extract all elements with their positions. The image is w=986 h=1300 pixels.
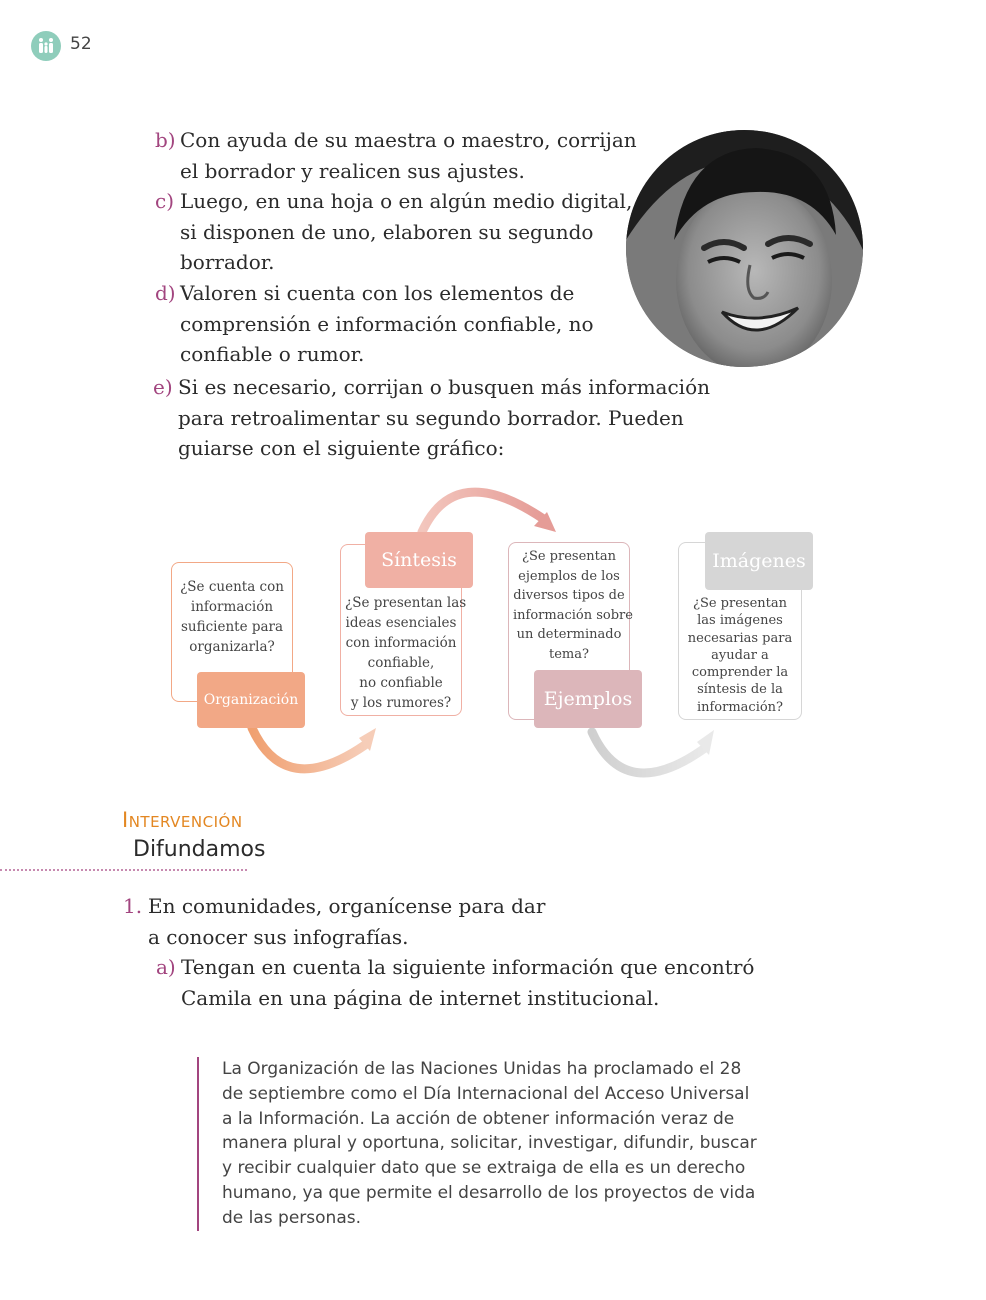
list-item-a [156,952,755,1013]
quote-line: a la Información. La acción de obtener información veraz de [222,1108,735,1129]
item-letter: a) [156,955,176,979]
quote-line: La Organización de las Naciones Unidas ha proclamado el 28 [222,1059,742,1079]
quote-bar [197,1057,199,1231]
list-item-c [155,186,633,278]
list-item-e [153,372,710,464]
label-ejemplos: Ejemplos [534,670,642,728]
item-letter: c) [155,189,175,213]
list-item-1 [123,891,546,952]
quote-line: de septiembre como el Día Internacional del Acceso Universal [222,1083,750,1104]
item-line: borrador. [180,250,275,274]
box-text-line: síntesis de la [697,682,783,698]
item-line: guiarse con el siguiente gráfico: [178,436,505,460]
item-letter: e) [153,375,173,399]
box-text-line: ¿Se presentan las [345,595,467,611]
item-line: Luego, en una hoja o en algún medio digital, [180,189,633,213]
box-text-line: ideas esenciales [345,615,457,631]
quote-block [222,1057,757,1231]
box-text-line: información sobre [513,607,633,623]
box-text-line: las imágenes [697,613,783,629]
quote-line: humano, ya que permite el desarrollo de los proyectos de vida [222,1182,756,1203]
item-line: Camila en una página de internet institucional. [181,985,660,1010]
item-line: Con ayuda de su maestra o maestro, corrijan [180,128,637,152]
arrow-ejemplos-imagenes [592,732,705,773]
box-text-line: ejemplos de los [518,568,620,584]
item-line: el borrador y realicen sus ajustes. [180,158,525,183]
quote-line: de las personas. [222,1207,362,1228]
box-text-line: con información [345,635,457,651]
box-text-line: no confiable [359,675,443,691]
box-text-line: ayudar a [711,647,769,663]
box-text-line: confiable, [367,655,435,671]
box-text-line: ¿Se cuenta con [180,579,284,595]
section-divider [0,869,247,871]
label-imagenes: Imágenes [705,532,813,590]
box-text-line: información [190,599,274,615]
box-text-line: y los rumores? [350,695,452,711]
quote-line: manera plural y oportuna, solicitar, investigar, difundir, buscar [222,1133,757,1154]
smiling-boy-illustration [626,130,863,367]
item-line: confiable o rumor. [180,342,365,366]
label-sintesis: Síntesis [365,532,473,588]
arrow-sintesis-ejemplos [422,492,542,532]
list-item-d [155,278,594,370]
student-portrait [626,130,863,367]
item-line: si disponen de uno, elaboren su segundo [180,219,594,244]
item-line: Tengan en cuenta la siguiente información que encontró [181,955,755,979]
section-title: Difundamos [133,837,266,862]
box-text-line: ¿Se presentan [521,549,616,564]
item-line: a conocer sus infografías. [148,924,409,949]
box-text-line: suficiente para [180,619,284,635]
item-letter: d) [155,281,176,305]
item-line: comprensión e información confiable, no [180,311,594,336]
arrow-organizacion-sintesis [252,728,365,769]
item-line: Valoren si cuenta con los elementos de [180,281,575,305]
page-badge [31,31,61,61]
item-line: Si es necesario, corrijan o busquen más información [178,375,710,399]
box-text-line: comprender la [691,665,789,681]
item-line: En comunidades, organícense para dar [148,894,546,918]
quote-line: y recibir cualquier dato que se extraiga de ella es un derecho [222,1158,746,1179]
box-text-line: diversos tipos de [513,588,625,603]
label-organizacion: Organización [197,672,305,728]
box-text-line: tema? [549,646,589,662]
item-number: 1. [123,894,143,918]
process-diagram [160,470,830,790]
box-text-line: ¿Se presentan [692,596,787,611]
family-icon [36,36,56,56]
item-letter: b) [155,128,176,152]
box-text-line: necesarias para [687,630,793,646]
list-item-b [155,125,637,186]
page-number: 52 [70,34,92,54]
item-line: para retroalimentar su segundo borrador. Pueden [178,405,684,430]
box-text-line: un determinado [516,627,622,642]
box-text-line: información? [696,699,784,715]
section-label: Intervención [122,808,243,832]
box-text-line: organizarla? [189,639,275,655]
